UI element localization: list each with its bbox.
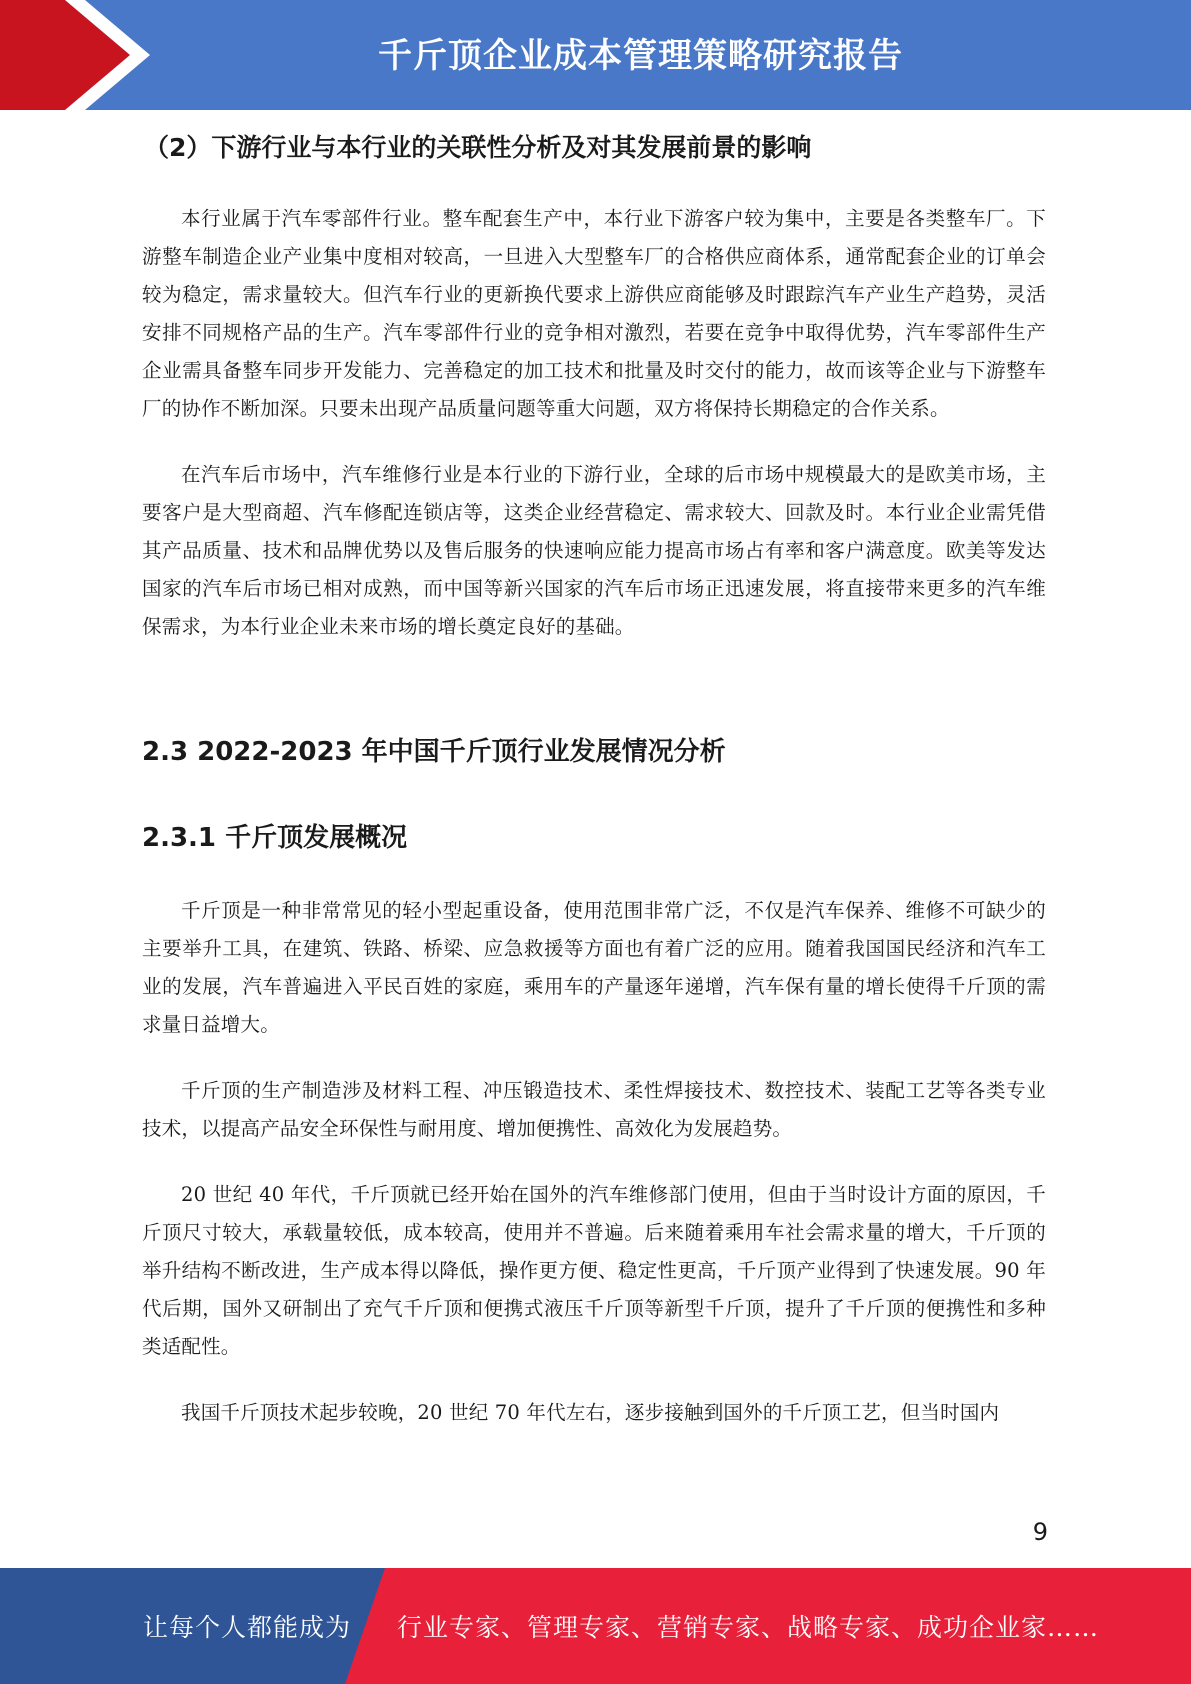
paragraph: 本行业属于汽车零部件行业。整车配套生产中，本行业下游客户较为集中，主要是各类整车厂。下游整车制造企业产业集中度相对较高，一旦进入大型整车厂的合格供应商体系，通常配套企业的订单会较为稳定，需求量较大。但汽车行业的更新换代要求上游供应商能够及时跟踪汽车产业生产趋势，灵活安排不同规格产品的生产。汽车零部件行业的竞争相对激烈，若要在竞争中取得优势，汽车零部件生产企业需具备整车同步开发能力、完善稳定的加工技术和批量及时交付的能力，故而该等企业与下游整车厂的协作不断加深。只要未出现产品质量问题等重大问题，双方将保持长期稳定的合作关系。 bbox=[142, 207, 1046, 420]
header-banner bbox=[0, 0, 1191, 110]
paragraph: 千斤顶的生产制造涉及材料工程、冲压锻造技术、柔性焊接技术、数控技术、装配工艺等各类专业技术，以提高产品安全环保性与耐用度、增加便携性、高效化为发展趋势。 bbox=[142, 1079, 1046, 1140]
page-content bbox=[142, 128, 1046, 1460]
header-red-chevron-decoration bbox=[0, 0, 160, 110]
report-title: 千斤顶企业成本管理策略研究报告 bbox=[378, 36, 903, 76]
subsection-heading: 2.3.1 千斤顶发展概况 bbox=[142, 823, 408, 853]
paragraph: 千斤顶是一种非常常见的轻小型起重设备，使用范围非常广泛，不仅是汽车保养、维修不可缺少的主要举升工具，在建筑、铁路、桥梁、应急救援等方面也有着广泛的应用。随着我国国民经济和汽车工业的发展，汽车普遍进入平民百姓的家庭，乘用车的产量逐年递增，汽车保有量的增长使得千斤顶的需求量日益增大。 bbox=[142, 899, 1046, 1036]
section-heading: 2.3 2022-2023 年中国千斤顶行业发展情况分析 bbox=[142, 737, 726, 767]
paragraph: 我国千斤顶技术起步较晚，20 世纪 70 年代左右，逐步接触到国外的千斤顶工艺，但当时国内 bbox=[181, 1401, 1000, 1424]
paragraph: 20 世纪 40 年代，千斤顶就已经开始在国外的汽车维修部门使用，但由于当时设计方面的原因，千斤顶尺寸较大，承载量较低，成本较高，使用并不普遍。后来随着乘用车社会需求量的增大，千斤顶的举升结构不断改进，生产成本得以降低，操作更方便、稳定性更高，千斤顶产业得到了快速发展。90 年代后期，国外又研制出了充气千斤顶和便携式液压千斤顶等新型千斤顶，提升了千斤顶的便携性和多种类适配性。 bbox=[142, 1183, 1046, 1358]
footer-slogan-left: 让每个人都能成为 bbox=[143, 1613, 352, 1642]
footer-slogan-right: 行业专家、管理专家、营销专家、战略专家、成功企业家…… bbox=[397, 1613, 1100, 1642]
paragraph: 在汽车后市场中，汽车维修行业是本行业的下游行业，全球的后市场中规模最大的是欧美市场，主要客户是大型商超、汽车修配连锁店等，这类企业经营稳定、需求较大、回款及时。本行业企业需凭借其产品质量、技术和品牌优势以及售后服务的快速响应能力提高市场占有率和客户满意度。欧美等发达国家的汽车后市场已相对成熟，而中国等新兴国家的汽车后市场正迅速发展，将直接带来更多的汽车维保需求，为本行业企业未来市场的增长奠定良好的基础。 bbox=[142, 463, 1046, 638]
footer-banner bbox=[0, 1568, 1191, 1684]
page-number: 9 bbox=[1032, 1518, 1048, 1546]
subsection-heading: （2）下游行业与本行业的关联性分析及对其发展前景的影响 bbox=[144, 133, 812, 162]
